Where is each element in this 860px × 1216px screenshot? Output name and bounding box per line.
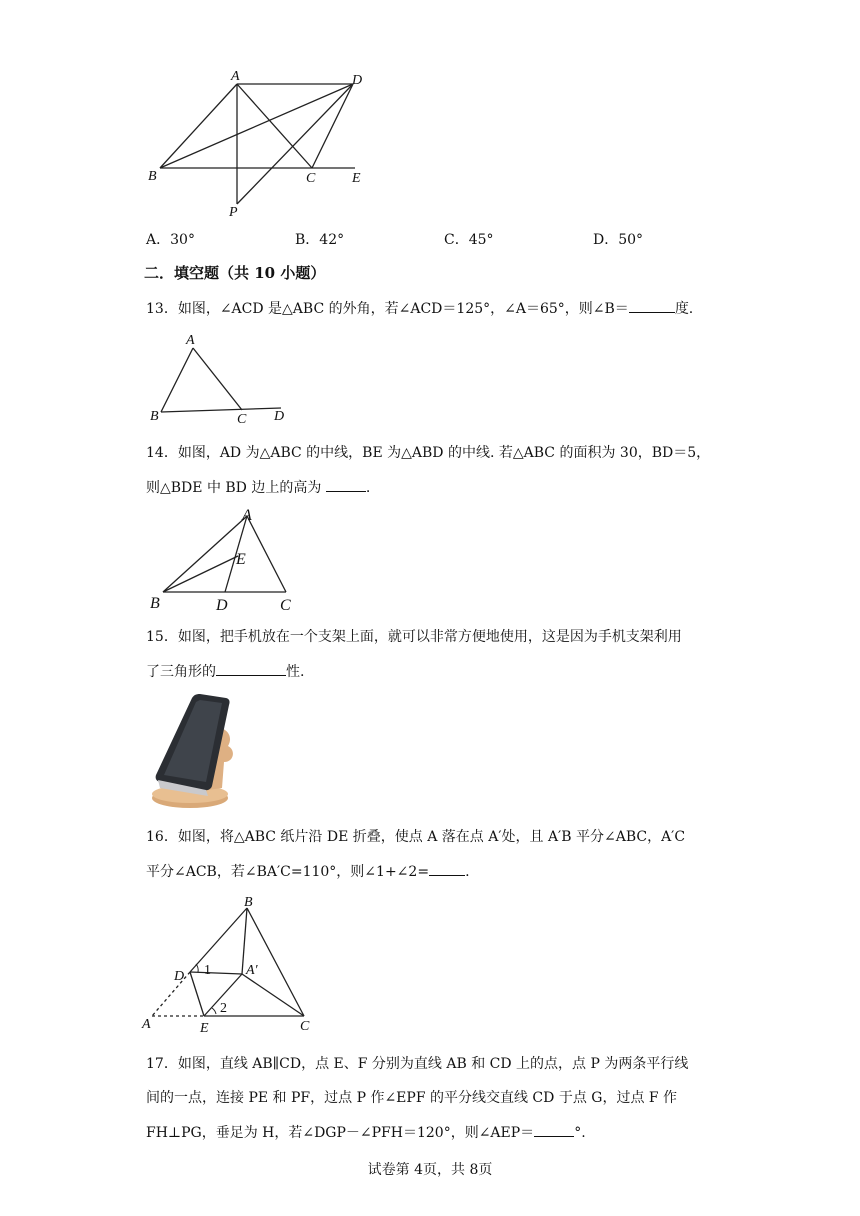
- q16-label-a: A: [142, 1017, 151, 1032]
- q14-answer-blank[interactable]: [326, 477, 366, 492]
- q17-text-line1: 17．如图，直线 AB∥CD，点 E、F 分别为直线 AB 和 CD 上的点，点 P 为两条平行线: [146, 1056, 689, 1072]
- q16-label-c: C: [300, 1019, 310, 1034]
- q12-label-c: C: [306, 171, 316, 186]
- q12-label-d: D: [352, 73, 363, 88]
- q16-label-e: E: [200, 1021, 209, 1036]
- q12-figure: [140, 64, 380, 224]
- page-footer: 试卷第 4页，共 8页: [367, 1162, 493, 1178]
- q13-label-c: C: [237, 412, 247, 426]
- phone-stand-image: [148, 690, 242, 812]
- section-title: 二．填空题（共 10 小题）: [144, 264, 326, 282]
- q14-figure: [146, 506, 306, 616]
- q12-option-d: D．50°: [593, 232, 644, 248]
- q16-text-line2: 平分∠ACB，若∠BA′C=110°，则∠1+∠2= .: [146, 861, 470, 882]
- q17-answer-blank[interactable]: [534, 1122, 574, 1137]
- q12-label-a: A: [231, 69, 240, 84]
- q16-answer-blank[interactable]: [429, 861, 465, 876]
- q12-option-b: B．42°: [295, 232, 345, 248]
- q15-text-line2: 了三角形的 性.: [146, 661, 304, 682]
- q16-label-aprime: A′: [246, 963, 258, 978]
- q16-label-angle2: 2: [220, 1001, 227, 1016]
- q12-option-c: C．45°: [444, 232, 494, 248]
- q14-label-c: C: [280, 597, 291, 614]
- q16-figure: [140, 892, 320, 1038]
- q14-text-line1: 14．如图，AD 为△ABC 的中线，BE 为△ABD 的中线. 若△ABC 的面积为 30，BD＝5，: [146, 445, 711, 461]
- q15-text-line1: 15．如图，把手机放在一个支架上面，就可以非常方便地使用，这是因为手机支架利用: [146, 629, 682, 645]
- q13-answer-blank[interactable]: [629, 298, 675, 313]
- q13-text: 13．如图，∠ACD 是△ABC 的外角，若∠ACD＝125°，∠A＝65°，则∠B＝ 度.: [146, 298, 693, 319]
- q12-label-e: E: [352, 171, 361, 186]
- q16-label-b: B: [244, 895, 253, 910]
- q12-option-a: A．30°: [146, 232, 195, 248]
- q13-label-d: D: [274, 409, 285, 424]
- q14-label-b: B: [150, 595, 160, 612]
- q14-text-line2: 则△BDE 中 BD 边上的高为 .: [146, 477, 370, 498]
- q14-label-d: D: [216, 597, 228, 614]
- q13-label-b: B: [150, 409, 159, 424]
- q13-label-a: A: [186, 333, 195, 348]
- q14-label-e: E: [236, 551, 246, 568]
- q13-figure: [146, 330, 296, 426]
- q17-text-line2: 间的一点，连接 PE 和 PF，过点 P 作∠EPF 的平分线交直线 CD 于点 G，过点 F 作: [146, 1090, 678, 1106]
- q16-label-d: D: [174, 969, 185, 984]
- q15-answer-blank[interactable]: [216, 661, 286, 676]
- q14-label-a: A: [242, 507, 252, 524]
- q16-label-angle1: 1: [204, 963, 211, 978]
- q16-text-line1: 16．如图，将△ABC 纸片沿 DE 折叠，使点 A 落在点 A′处，且 A′B 平分∠ABC，A′C: [146, 829, 686, 845]
- q12-label-p: P: [229, 205, 238, 220]
- q12-label-b: B: [148, 169, 157, 184]
- q17-text-line3: FH⊥PG，垂足为 H，若∠DGP－∠PFH＝120°，则∠AEP＝ °.: [146, 1122, 586, 1143]
